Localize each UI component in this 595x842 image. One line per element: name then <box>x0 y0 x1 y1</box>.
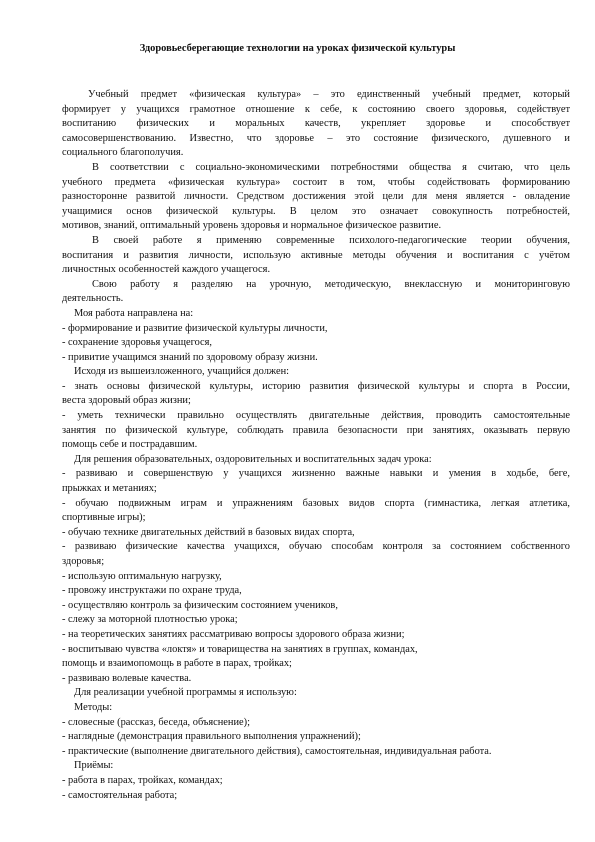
text-line: помощь и взаимопомощь в работе в парах, тройках; <box>62 658 292 670</box>
text-line: - обучаю подвижным играм и упражнениям базовых видов спорта (гимнастика, легкая атлетика, <box>62 497 570 509</box>
text-line: воспитания и развития личности, использую активные методы обучения и воспитания с учётом <box>62 249 570 261</box>
text-line: Методы: <box>74 701 113 713</box>
text-line: В соответствии с социально-экономическими потребностями общества я считаю, что цель <box>92 161 570 173</box>
text-line: разносторонне развитой личности. Средством достижения этой цели для меня является - овладение <box>62 191 570 203</box>
text-line: социального благополучия. <box>62 147 184 159</box>
text-line: занятия по физической культуре, соблюдать правила безопасности при занятиях, оказывать первую <box>62 424 570 436</box>
text-line: Учебный предмет «физическая культура» – это единственный учебный предмет, который <box>88 89 570 100</box>
text-line: учебного предмета «физическая культура» состоит в том, чтобы содействовать формированию <box>62 176 570 188</box>
text-line: Приёмы: <box>74 760 114 772</box>
text-line: прыжках и метаниях; <box>62 483 157 495</box>
text-line: Для реализации учебной программы я использую: <box>74 687 297 699</box>
text-line: - знать основы физической культуры, историю развития физической культуры и спорта в России, <box>62 380 570 392</box>
text-line: Исходя из вышеизложенного, учащийся должен: <box>74 366 290 378</box>
document-title: Здоровьесберегающие технологии на уроках физической культуры <box>139 43 456 54</box>
text-line: - использую оптимальную нагрузку, <box>62 570 222 582</box>
text-line: самосовершенствованию. Известно, что здоровье – это состояние физического, душевного и <box>62 132 570 144</box>
text-line: спортивные игры); <box>62 512 146 524</box>
text-line: В своей работе я применяю современные психолого-педагогические теории обучения, <box>92 234 570 246</box>
text-line: - наглядные (демонстрация правильного выполнения упражнений); <box>62 731 361 743</box>
text-line: здоровья; <box>62 556 105 567</box>
text-line: помощь себе и пострадавшим. <box>62 439 198 451</box>
text-line: - словесные (рассказ, беседа, объяснение); <box>62 716 250 728</box>
text-line: - сохранение здоровья учащегося, <box>62 337 213 349</box>
text-line: - осуществляю контроль за физическим состоянием учеников, <box>62 599 338 611</box>
text-line: - слежу за моторной плотностью урока; <box>62 614 238 626</box>
text-line: - на теоретических занятиях рассматриваю вопросы здорового образа жизни; <box>62 628 405 640</box>
text-line: Моя работа направлена на: <box>74 307 194 319</box>
text-line: - провожу инструктажи по охране труда, <box>62 585 242 597</box>
text-line: формирует у учащихся грамотное отношение к себе, к состоянию своего здоровья, содействует <box>62 103 570 115</box>
text-line: - самостоятельная работа; <box>62 789 178 801</box>
text-line: Для решения образовательных, оздоровительных и воспитательных задач урока: <box>74 453 432 465</box>
text-line: воспитанию физических и моральных качеств, укрепляет здоровье и способствует <box>62 118 570 130</box>
text-line: личностных особенностей каждого учащегося. <box>62 264 271 276</box>
text-line: - воспитываю чувства «локтя» и товарищества на занятиях в группах, командах, <box>62 643 418 655</box>
document-body <box>62 88 570 803</box>
text-line: Свою работу я разделяю на урочную, методическую, внеклассную и мониторинговую <box>92 278 570 290</box>
text-line: - развиваю волевые качества. <box>62 672 192 684</box>
text-line: - привитие учащимся знаний по здоровому образу жизни. <box>62 351 318 363</box>
text-line: - формирование и развитие физической культуры личности, <box>62 322 328 334</box>
text-line: - развиваю и совершенствую у учащихся жизненно важные навыки и умения в ходьбе, беге, <box>62 468 570 480</box>
text-line: деятельность. <box>62 293 124 305</box>
text-line: - уметь технически правильно осуществлять двигательные действия, проводить самостоятельные <box>62 410 570 422</box>
text-line: веста здоровый образ жизни; <box>62 395 191 407</box>
text-line: - практические (выполнение двигательного действия), самостоятельная, индивидуальная работа. <box>62 745 492 757</box>
text-line: учащимися основ физической культуры. В целом это означает совокупность потребностей, <box>62 205 570 217</box>
text-line: - обучаю технике двигательных действий в базовых видах спорта, <box>62 526 355 538</box>
text-line: - работа в парах, тройках, командах; <box>62 774 223 786</box>
text-line: - развиваю физические качества учащихся, обучаю способам контроля за состоянием собственного <box>62 541 570 553</box>
text-line: мотивов, знаний, оптимальный уровень здоровья и нормальное физическое развитие. <box>62 220 442 232</box>
